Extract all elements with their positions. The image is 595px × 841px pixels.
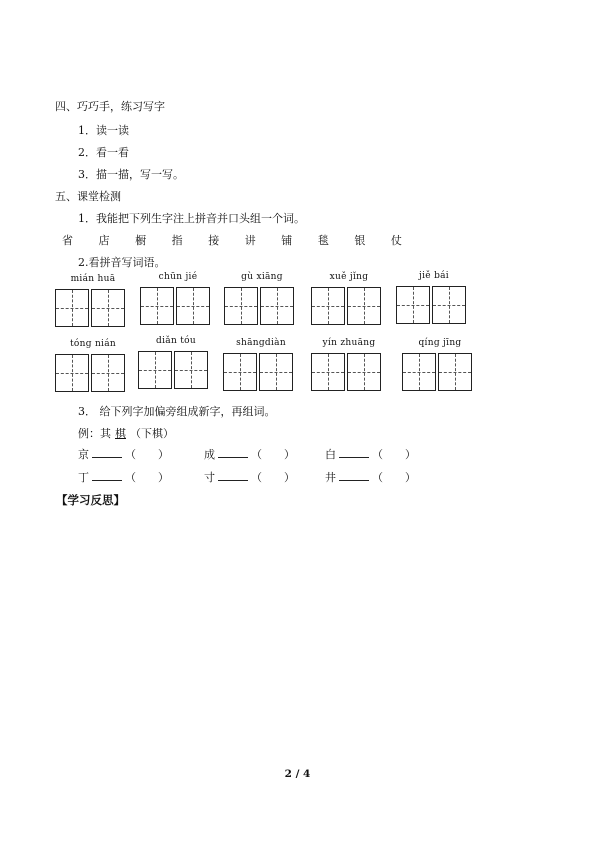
writing-box[interactable] [260,287,294,325]
exercise-item: 白 （ ） [325,448,416,461]
answer-blank[interactable] [92,470,122,481]
answer-blank[interactable] [92,447,122,458]
writing-box[interactable] [224,287,258,325]
char-item: 接 [208,234,220,247]
writing-box[interactable] [55,354,89,392]
pinyin-grid-group [402,338,478,394]
exercise-char: 白 [325,448,336,461]
char-item: 银 [354,234,366,247]
writing-box[interactable] [91,354,125,392]
char-item: 讲 [244,234,256,247]
pinyin-label: qíng jīng [418,338,462,348]
pinyin-label: gù xiāng [241,272,283,282]
question-1: 1．我能把下列生字注上拼音并口头组一个词。 [78,212,305,225]
pinyin-label: tóng nián [70,339,116,349]
exercise-char: 寸 [204,471,215,484]
pinyin-grid-group [224,272,300,328]
writing-box[interactable] [347,353,381,391]
pinyin-grid-group [396,271,472,327]
pinyin-grid-group [311,272,387,328]
char-item: 铺 [281,234,293,247]
pinyin-label: yín zhuāng [322,338,376,348]
answer-blank[interactable] [339,447,369,458]
reflection-heading: 【学习反思】 [56,493,125,507]
section4-item-2: 2．看一看 [78,146,129,159]
writing-box[interactable] [347,287,381,325]
char-item: 店 [98,234,110,247]
char-item: 橱 [135,234,147,247]
pinyin-grid-group [55,339,131,395]
character-list [62,234,402,248]
pinyin-label: mián huā [70,274,116,284]
example-line [78,427,174,441]
char-item: 仗 [390,234,402,247]
pinyin-grid-group [311,338,387,394]
pinyin-grid-group [55,274,131,330]
pinyin-grid-group [138,336,214,392]
writing-box[interactable] [138,351,172,389]
pinyin-label: shāngdiàn [236,338,286,348]
section5-title: 五、课堂检测 [55,190,121,203]
answer-blank[interactable] [218,447,248,458]
pinyin-grid-group [223,338,299,394]
exercise-item: 井 （ ） [325,471,416,484]
writing-box[interactable] [223,353,257,391]
exercise-char: 京 [78,448,89,461]
example-prefix: 例：其 [78,427,111,440]
exercise-char: 成 [204,448,215,461]
exercise-char: 丁 [78,471,89,484]
pinyin-grid-group [140,272,216,328]
exercise-char: 井 [325,471,336,484]
writing-box[interactable] [140,287,174,325]
section4-item-1: 1．读一读 [78,124,129,137]
writing-box[interactable] [438,353,472,391]
question-2: 2.看拼音写词语。 [78,256,166,269]
exercise-item: 京 （ ） [78,448,169,461]
char-item: 毯 [317,234,329,247]
char-item: 省 [62,234,73,247]
exercise-item: 成 （ ） [204,448,295,461]
writing-box[interactable] [176,287,210,325]
char-item: 指 [171,234,183,247]
section4-title: 四、巧巧手，练习写字 [55,100,165,113]
pinyin-label: jiě bái [419,271,449,281]
exercise-item: 寸 （ ） [204,471,295,484]
pinyin-label: chūn jié [158,272,198,282]
writing-box[interactable] [91,289,125,327]
section4-item-3: 3．描一描，写一写。 [78,168,184,181]
writing-box[interactable] [311,353,345,391]
writing-box[interactable] [402,353,436,391]
writing-box[interactable] [396,286,430,324]
writing-box[interactable] [432,286,466,324]
writing-box[interactable] [311,287,345,325]
exercise-item: 丁 （ ） [78,471,169,484]
question-3: 3． 给下列字加偏旁组成新字，再组词。 [78,405,276,418]
pinyin-label: diǎn tóu [156,336,196,346]
answer-blank[interactable] [218,470,248,481]
writing-box[interactable] [174,351,208,389]
answer-blank[interactable] [339,470,369,481]
example-word: （下棋） [130,427,174,440]
page-number: 2 / 4 [284,768,311,780]
writing-box[interactable] [259,353,293,391]
example-answer: 棋 [115,427,126,440]
pinyin-label: xuě jǐng [329,272,369,282]
writing-box[interactable] [55,289,89,327]
